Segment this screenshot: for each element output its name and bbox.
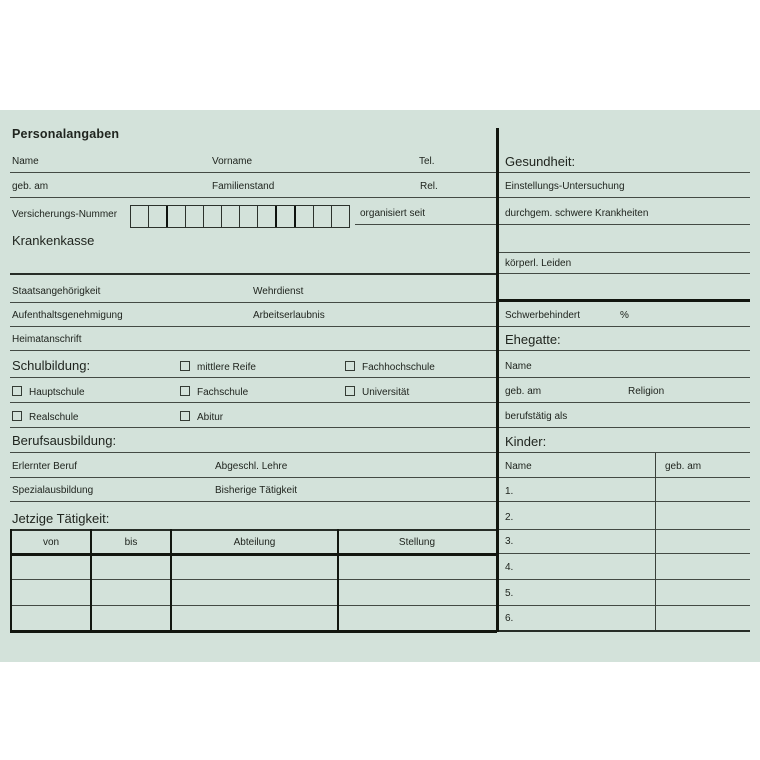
checkbox-abitur — [180, 411, 223, 424]
kinder-row-number: 6. — [505, 613, 514, 624]
table-col-abteilung: Abteilung — [233, 537, 276, 548]
label-arbeitserlaubnis: Arbeitserlaubnis — [253, 310, 325, 321]
table-col-stellung: Stellung — [398, 537, 436, 548]
label-erlernter-beruf: Erlernter Beruf — [12, 461, 78, 472]
label-organisiert-seit: organisiert seit — [360, 208, 426, 219]
rule-line — [10, 326, 750, 327]
label-schwerbehindert: Schwerbehindert — [505, 310, 581, 321]
label-bisherige-taetigkeit: Bisherige Tätigkeit — [215, 485, 298, 496]
label-ehegatte-geb-am: geb. am — [505, 386, 542, 397]
checkbox-realschule — [12, 411, 78, 424]
checkbox-label: mittlere Reife — [197, 362, 256, 373]
checkbox-icon — [12, 386, 22, 396]
digit-box — [277, 206, 296, 227]
label-geb-am: geb. am — [12, 181, 49, 192]
label-berufstaetig-als: berufstätig als — [505, 411, 568, 422]
rule-line — [497, 273, 750, 274]
checkbox-label: Realschule — [29, 412, 79, 423]
label-versicherungs-nummer: Versicherungs-Nummer — [12, 209, 118, 220]
label-vorname: Vorname — [212, 156, 253, 167]
checkbox-label: Universität — [362, 387, 410, 398]
heading-jetzige-taetigkeit: Jetzige Tätigkeit: — [12, 511, 110, 526]
rule-line — [10, 402, 750, 403]
label-percent: % — [620, 310, 629, 321]
checkbox-universitaet — [345, 386, 409, 399]
form-title: Personalangaben — [12, 127, 120, 141]
heading-berufsausbildung: Berufsausbildung: — [12, 433, 117, 448]
checkbox-hauptschule — [12, 386, 85, 399]
rule-line — [10, 501, 750, 502]
rule-line — [497, 630, 750, 632]
heading-ehegatte: Ehegatte: — [505, 332, 561, 347]
rule-line — [497, 252, 750, 253]
rule-line — [10, 477, 750, 478]
label-krankenkasse: Krankenkasse — [12, 233, 95, 248]
table-top-border — [10, 529, 497, 531]
kinder-row-number: 5. — [505, 588, 514, 599]
rule-line — [497, 529, 750, 530]
table-col-von: von — [42, 537, 60, 548]
kinder-col-name: Name — [505, 461, 532, 472]
table-vertical-border — [90, 529, 92, 632]
rule-line-organisiert-seit — [355, 224, 497, 225]
table-bottom-border — [10, 630, 497, 633]
table-col-bis: bis — [124, 537, 138, 548]
digit-box — [168, 206, 186, 227]
rule-line-krankenkasse — [10, 273, 497, 275]
kinder-row-number: 3. — [505, 536, 514, 547]
label-ehegatte-religion: Religion — [628, 386, 665, 397]
label-name: Name — [12, 156, 39, 167]
checkbox-fachschule — [180, 386, 248, 399]
table-row-line — [10, 605, 497, 606]
rule-line — [10, 427, 750, 428]
digit-box — [131, 206, 149, 227]
rule-line — [10, 172, 750, 173]
checkbox-fachhochschule — [345, 361, 435, 374]
rule-line — [497, 224, 750, 225]
label-tel: Tel. — [419, 156, 435, 167]
rule-line — [497, 579, 750, 580]
kinder-column-divider — [655, 453, 656, 630]
kinder-row-number: 4. — [505, 562, 514, 573]
digit-box — [186, 206, 204, 227]
rule-line — [10, 377, 750, 378]
rule-line — [10, 302, 497, 303]
digit-box — [258, 206, 277, 227]
label-einstellungs-untersuchung: Einstellungs-Untersuchung — [505, 181, 625, 192]
checkbox-icon — [345, 361, 355, 371]
label-koerperl-leiden: körperl. Leiden — [505, 258, 572, 269]
insurance-number-digit-grid — [130, 205, 350, 228]
kinder-row-number: 2. — [505, 512, 514, 523]
heading-gesundheit: Gesundheit: — [505, 154, 576, 169]
checkbox-icon — [345, 386, 355, 396]
table-header-border — [10, 553, 497, 556]
label-heimatanschrift: Heimatanschrift — [12, 334, 82, 345]
checkbox-icon — [12, 411, 22, 421]
label-familienstand: Familienstand — [212, 181, 275, 192]
label-abgeschl-lehre: Abgeschl. Lehre — [215, 461, 288, 472]
checkbox-mittlere-reife — [180, 361, 256, 374]
label-rel: Rel. — [420, 181, 438, 192]
label-durchgem-schwere-krankheiten: durchgem. schwere Krankheiten — [505, 208, 649, 219]
kinder-row-number: 1. — [505, 486, 514, 497]
label-ehegatte-name: Name — [505, 361, 532, 372]
rule-line — [10, 452, 750, 453]
digit-box — [296, 206, 314, 227]
checkbox-label: Hauptschule — [29, 387, 85, 398]
digit-box — [149, 206, 168, 227]
table-vertical-border — [170, 529, 172, 632]
checkbox-label: Fachhochschule — [362, 362, 435, 373]
digit-box — [314, 206, 332, 227]
rule-line — [497, 553, 750, 554]
label-aufenthaltsgenehmigung: Aufenthaltsgenehmigung — [12, 310, 123, 321]
column-divider — [496, 128, 499, 632]
heading-kinder: Kinder: — [505, 434, 547, 449]
label-spezialausbildung: Spezialausbildung — [12, 485, 94, 496]
checkbox-icon — [180, 411, 190, 421]
heading-schulbildung: Schulbildung: — [12, 358, 91, 373]
personnel-form-sheet — [0, 110, 760, 662]
rule-line — [10, 350, 750, 351]
label-staatsangehoerigkeit: Staatsangehörigkeit — [12, 286, 101, 297]
checkbox-icon — [180, 386, 190, 396]
digit-box — [240, 206, 258, 227]
digit-box — [204, 206, 222, 227]
rule-line — [10, 197, 750, 198]
digit-box — [332, 206, 349, 227]
table-row-line — [10, 579, 497, 580]
checkbox-icon — [180, 361, 190, 371]
rule-line — [497, 605, 750, 606]
table-vertical-border — [337, 529, 339, 632]
section-divider-line — [497, 299, 750, 302]
checkbox-label: Fachschule — [197, 387, 249, 398]
checkbox-label: Abitur — [197, 412, 224, 423]
table-vertical-border — [10, 529, 12, 632]
kinder-col-geb-am: geb. am — [665, 461, 702, 472]
label-wehrdienst: Wehrdienst — [253, 286, 304, 297]
digit-box — [222, 206, 240, 227]
